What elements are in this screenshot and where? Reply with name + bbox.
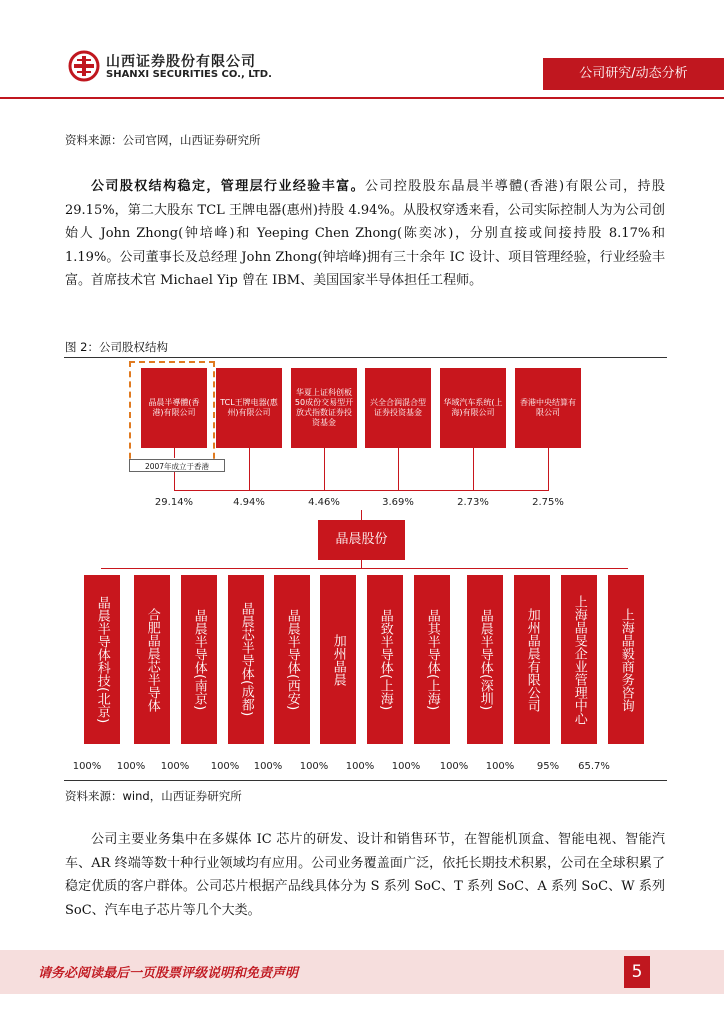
subsidiary-pct: 65.7% [578,761,610,772]
subsidiary-pct: 100% [116,761,146,772]
page-number: 5 [624,956,650,988]
company-box: 晶晨股份 [318,520,405,560]
connector [174,472,175,490]
shareholder-pct: 4.46% [308,497,340,508]
subsidiary-pct: 100% [299,761,329,772]
connector [174,490,549,491]
subsidiary-pct: 100% [391,761,421,772]
subsidiary-pct: 100% [439,761,469,772]
figure-bottom-rule [64,780,667,781]
subsidiary-box: 加州晶晨 [320,575,356,744]
shareholder-box: 兴全合润混合型证券投资基金 [365,368,431,448]
shareholder-box: 香港中央结算有限公司 [515,368,581,448]
connector [324,448,325,490]
shareholder-pct: 29.14% [154,497,194,508]
shareholder-pct: 2.73% [457,497,489,508]
subsidiary-box: 晶晨半导体(西安) [274,575,310,744]
paragraph-ownership-lead: 公司股权结构稳定，管理层行业经验丰富。 [91,179,365,194]
header-divider [0,97,724,99]
subsidiary-pct: 100% [210,761,240,772]
connector [548,448,549,490]
subsidiary-box: 晶晨半导体科技(北京) [84,575,120,744]
company-name-en: SHANXI SECURITIES CO., LTD. [106,69,272,80]
connector [361,510,362,520]
subsidiary-pct: 95% [536,761,560,772]
footer-disclaimer: 请务必阅读最后一页股票评级说明和免责声明 [38,966,299,981]
paragraph-ownership-body: 公司控股股东晶晨半導體(香港)有限公司，持股 29.15%，第二大股东 TCL 王牌电器(惠州)持股 4.94%。从股权穿透来看，公司实际控制人为为公司创始人 John Zhong(钟培峰)和 Yeeping Chen Zhong(陈奕冰)，分别直接或间接持股 8.17%和 1.19%。公司董事长及总经理 John Zhong(钟培峰)拥有三十余年 IC 设计、项目管理经验，行业经验丰富。首席技术官 Michael Yip 曾在 IBM、美国国家半导体担任工程师。 [65,179,665,288]
shareholder-box: 华夏上证科创板50成份交易型开放式指数证券投资基金 [291,368,357,448]
subsidiary-box: 晶晨半导体(深圳) [467,575,503,744]
shareholder-box: 晶晨半導體(香港)有限公司 [141,368,207,448]
subsidiary-box: 上海晶旻企业管理中心 [561,575,597,744]
founding-note: 2007年成立于香港 [129,459,225,472]
shareholder-pct: 2.75% [532,497,564,508]
paragraph-ownership [65,175,665,293]
subsidiary-pct: 100% [345,761,375,772]
connector [174,448,175,458]
connector [361,560,362,568]
source-note-2: 资料来源：wind，山西证券研究所 [65,789,242,803]
subsidiary-box: 合肥晶晨芯半导体 [134,575,170,744]
connector [101,568,628,569]
connector [249,448,250,490]
subsidiary-box: 晶晨半导体(南京) [181,575,217,744]
section-label: 公司研究/动态分析 [543,58,724,90]
source-note-1: 资料来源：公司官网，山西证券研究所 [65,133,261,147]
connector [398,448,399,490]
figure-top-rule [64,357,667,358]
shareholder-box: 华域汽车系统(上海)有限公司 [440,368,506,448]
company-name-cn: 山西证券股份有限公司 [106,54,256,70]
paragraph-business: 公司主要业务集中在多媒体 IC 芯片的研发、设计和销售环节，在智能机顶盒、智能电视、智能汽车、AR 终端等数十种行业领域均有应用。公司业务覆盖面广泛，依托长期技术积累，公司在全球积累了稳定优质的客户群体。公司芯片根据产品线具体分为 S 系列 SoC、T 系列 SoC、A 系列 SoC、W 系列 SoC、汽车电子芯片等几个大类。 [65,832,665,918]
subsidiary-box: 晶致半导体(上海) [367,575,403,744]
shanxi-securities-logo-icon [68,50,100,82]
figure-caption: 图 2：公司股权结构 [65,340,168,354]
subsidiary-pct: 100% [72,761,102,772]
subsidiary-box: 晶晨芯半导体(成都) [228,575,264,744]
subsidiary-box: 上海晶毅商务咨询 [608,575,644,744]
subsidiary-pct: 100% [485,761,515,772]
subsidiary-pct: 100% [253,761,283,772]
shareholder-box: TCL王牌电器(惠州)有限公司 [216,368,282,448]
subsidiary-pct: 100% [160,761,190,772]
subsidiary-box: 加州晶晨有限公司 [514,575,550,744]
subsidiary-box: 晶其半导体(上海) [414,575,450,744]
connector [473,448,474,490]
shareholder-pct: 4.94% [233,497,265,508]
shareholder-pct: 3.69% [382,497,414,508]
